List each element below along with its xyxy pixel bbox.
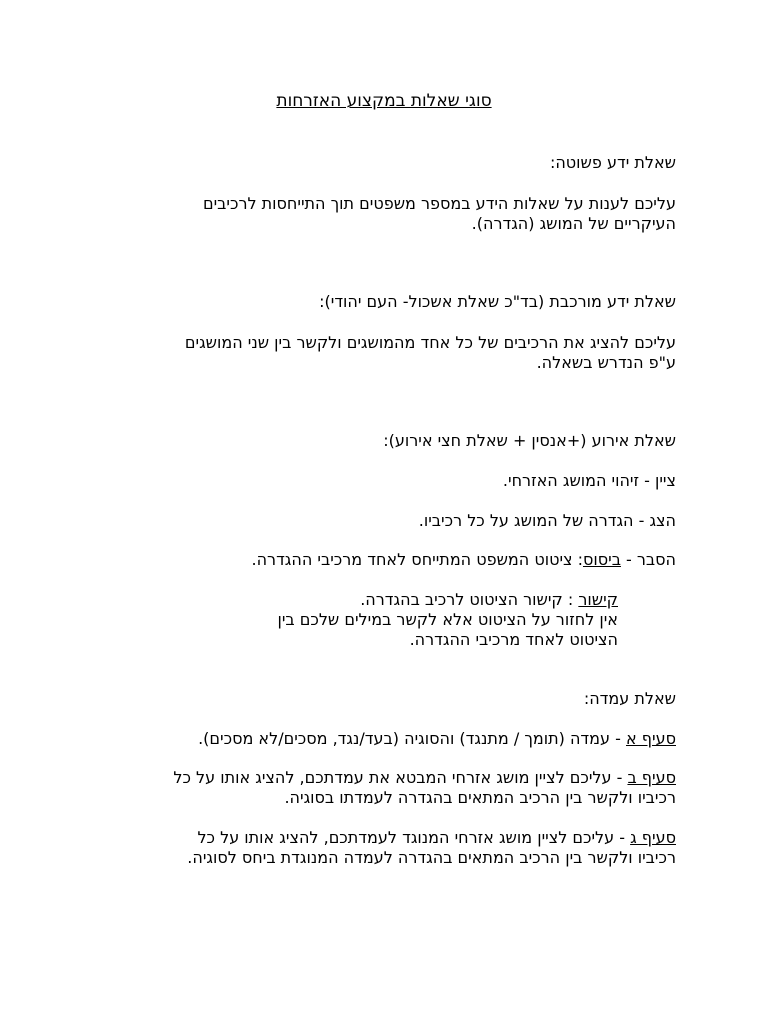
event-question-heading: שאלת אירוע (+אנסין + שאלת חצי אירוע): — [383, 431, 676, 450]
position-section-c-line-2: רכיביו ולקשר בין הרכיב המתאים בהגדרה לעמדה המנוגדת ביחס לסוגיה. — [187, 848, 676, 867]
event-step-explain-term: ביסוס — [582, 550, 621, 569]
simple-question-text-line-1: עליכם לענות על שאלות הידע במספר משפטים תוך התייחסות לרכיבים — [202, 194, 676, 213]
position-section-a-text: - עמדה (תומך / מתנגד) והסוגיה (בעד/נגד, מסכים/לא מסכים). — [198, 729, 626, 748]
event-step-identify: ציין - זיהוי המושג האזרחי. — [502, 471, 676, 490]
position-section-c-text: - עליכם לציין מושג אזרחי המנוגד לעמדתכם, להציג אותו על כל — [197, 828, 631, 847]
event-link-line-2: אין לחזור על הציטוט אלא לקשר במילים שלכם בין — [277, 610, 618, 629]
event-step-explain-rest: : ציטוט המשפט המתייחס לאחד מרכיבי ההגדרה. — [251, 550, 583, 569]
position-question-heading: שאלת עמדה: — [583, 689, 676, 708]
event-link-rest: : קישור הציטוט לרכיב בהגדרה. — [360, 590, 579, 609]
simple-question-text-line-2: העיקריים של המושג (הגדרה). — [471, 214, 676, 233]
position-section-a-term: סעיף א — [626, 729, 676, 748]
position-section-b-line-2: רכיביו ולקשר בין הרכיב המתאים בהגדרה לעמדתו בסוגיה. — [284, 788, 676, 807]
complex-question-text-line-2: ע"פ הנדרש בשאלה. — [536, 353, 676, 372]
event-link-line-1 — [360, 590, 618, 610]
event-link-term: קישור — [578, 590, 618, 609]
position-section-b-line-1 — [173, 768, 676, 788]
event-step-explain-prefix: הסבר - — [620, 550, 676, 569]
event-step-explain — [252, 550, 677, 570]
event-step-present: הצג - הגדרה של המושג על כל רכיביו. — [418, 511, 676, 530]
position-section-b-term: סעיף ב — [627, 768, 676, 787]
complex-question-text-line-1: עליכם להציג את הרכיבים של כל אחד מהמושגים ולקשר בין שני המושגים — [184, 333, 676, 352]
position-section-b-text: - עליכם לציין מושג אזרחי המבטא את עמדתכם, להציג אותו על כל — [173, 768, 628, 787]
position-section-a — [198, 729, 676, 749]
event-link-line-3: הציטוט לאחד מרכיבי ההגדרה. — [409, 630, 618, 649]
page-title: סוגי שאלות במקצוע האזרחות — [276, 91, 492, 111]
simple-question-heading: שאלת ידע פשוטה: — [549, 153, 676, 172]
position-section-c-term: סעיף ג — [630, 828, 676, 847]
position-section-c-line-1 — [197, 828, 676, 848]
complex-question-heading: שאלת ידע מורכבת (בד"כ שאלת אשכול- העם יהודי): — [319, 292, 676, 311]
